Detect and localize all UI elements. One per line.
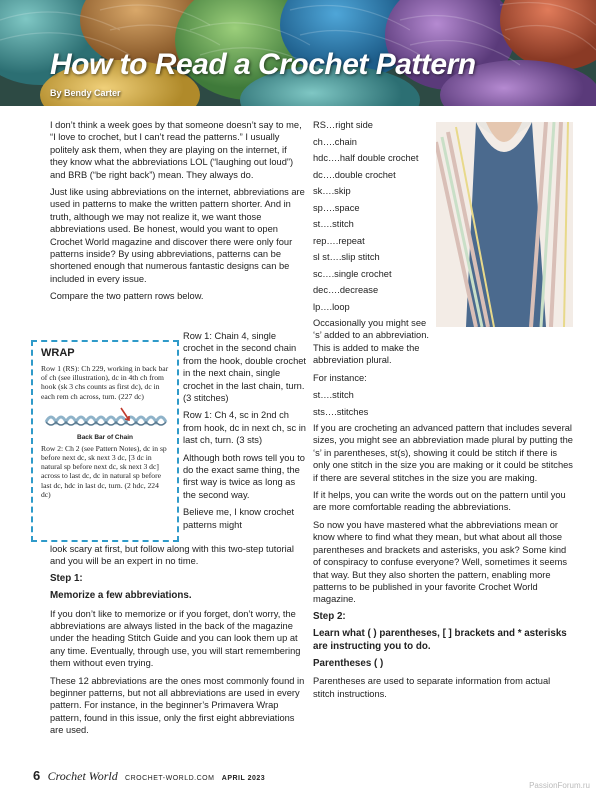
left-cont-paragraph: look scary at first, but follow along with this two-step tutorial and you will be an expert in no time.: [50, 544, 294, 567]
abbreviation-item: sl st….slip stitch: [313, 252, 380, 262]
middle-paragraph-1: Although both rows tell you to do the exact same thing, the first way is twice as long as the second way.: [183, 452, 305, 500]
abbreviation-item: lp….loop: [313, 301, 350, 312]
row1-longhand: Row 1: Chain 4, single crochet in the second chain from the hook, double crochet in the next chain, single crochet in the last chain, turn. (3 stitches): [183, 331, 306, 404]
for-instance: For instance:: [313, 372, 367, 383]
illustration-caption: Back Bar of Chain: [77, 433, 133, 441]
step1-heading: Step 1:: [50, 572, 83, 584]
right-paragraph-5: So now you have mastered what the abbreviations mean or know where to find what they mean, but what about all those parentheses and brackets and asterisks, you ask? Some kind of conspiracy to confuse everyone? Well, sometimes it seems that way. But they also shorten the pattern, enabling more patterns to be published in your favorite Crochet World magazine.: [313, 519, 568, 605]
intro-column: [50, 119, 305, 308]
abbreviation-item: dc….double crochet: [313, 169, 396, 180]
plural-paragraph: Occasionally you might see ‘s’ added to an abbreviation. This is added to make the abbreviation plural.: [313, 318, 429, 366]
abbreviation-item: ch….chain: [313, 136, 357, 147]
example-plural: sts….stitches: [313, 406, 369, 417]
abbreviation-item: st….stitch: [313, 219, 354, 229]
magazine-name: Crochet World: [47, 769, 118, 783]
website: CROCHET-WORLD.COM: [125, 775, 215, 782]
abbreviations-column: [313, 119, 573, 705]
step1-paragraph-2: These 12 abbreviations are the ones most commonly found in beginner patterns, but not all abbreviations are used in every pattern. For instance, in the beginner’s Primavera Wrap pattern, found in this issue, only the first eight abbreviations are used.: [50, 675, 305, 736]
intro-paragraph-3: Compare the two pattern rows below.: [50, 291, 204, 302]
intro-paragraph-2: Just like using abbreviations on the internet, abbreviations are used in patterns to make the written pattern shorter. And in truth, although we may not realize it, we want those abbreviations used. Be honest, would you want to open Crochet World magazine and discover there were only four patterns inside? By using abbreviations, patterns can be shortened enough that numerous fantastic designs can be included in every issue.: [50, 187, 305, 284]
intro-paragraph-1: I don’t think a week goes by that someone doesn’t say to me, “I love to crochet, but I can’t read the patterns.” I usually politely ask them, when they are playing on the internet, if they know what the abbreviations LOL (“laughing out loud”) and BRB (“be right back”) mean. They always do.: [50, 120, 302, 180]
abbreviation-item: sc….single crochet: [313, 268, 392, 279]
page-number: 6: [33, 768, 41, 783]
step2-heading: Step 2:: [313, 610, 346, 622]
middle-column: [183, 330, 307, 536]
step2-subheading: Learn what ( ) parentheses, [ ] brackets and * asterisks are instructing you to do.: [313, 628, 567, 652]
sidebar-title: WRAP: [41, 347, 75, 359]
page-title: How to Read a Crochet Pattern: [50, 48, 476, 81]
issue-date: APRIL 2023: [221, 775, 266, 782]
row1-abbreviated: Row 1: Ch 4, sc in 2nd ch from hook, dc in next ch, sc in last ch, turn. (3 sts): [183, 410, 306, 446]
step1-column: [50, 543, 305, 742]
watermark: PassionForum.ru: [529, 781, 590, 790]
back-bar-chain-illustration: [41, 404, 171, 432]
parentheses-paragraph: Parentheses are used to separate information from actual stitch instructions.: [313, 676, 551, 699]
abbreviation-item: sk….skip: [313, 186, 351, 196]
example-singular: st….stitch: [313, 390, 354, 401]
right-paragraph-3: If you are crocheting an advanced pattern that includes several sizes, you might see an abbreviation made plural by putting the ‘s’ in parentheses, st(s), showing it could be stitch if there is only one stitch in the size you are making or it could be stitches if there are several stitches in the size you are making.: [313, 423, 573, 483]
right-paragraph-4: If it helps, you can write the words out on the pattern until you are more comfortable reading the abbreviations.: [313, 490, 566, 513]
parentheses-heading: Parentheses ( ): [313, 657, 384, 669]
wrap-pattern-box: [31, 340, 179, 542]
abbreviation-item: rep….repeat: [313, 235, 365, 246]
header-banner: [0, 0, 596, 106]
page-footer: [33, 768, 265, 784]
step1-subheading: Memorize a few abbreviations.: [50, 590, 192, 602]
abbreviation-item: dec….decrease: [313, 285, 379, 295]
abbreviation-item: RS…right side: [313, 120, 373, 130]
abbreviation-item: sp….space: [313, 202, 360, 213]
byline: By Bendy Carter: [50, 88, 121, 98]
sidebar-row-2: Row 2: Ch 2 (see Pattern Notes), dc in sp before next dc, sk next 3 dc, [3 dc in natural sp before next dc, sk next 3 dc] across to last dc, dc in natural sp before last dc, hdc in last dc, turn. (2 hdc, 224 dc): [41, 443, 167, 499]
sidebar-row-1: Row 1 (RS): Ch 229, working in back bar of ch (see illustration), dc in 4th ch from hook (sk 3 chs counts as first dc), dc in each rem ch across, turn. (227 dc): [41, 364, 169, 401]
abbreviation-item: hdc….half double crochet: [313, 153, 419, 163]
middle-paragraph-2: Believe me, I know crochet patterns might: [183, 507, 295, 530]
step1-paragraph-1: If you don’t like to memorize or if you forget, don’t worry, the abbreviations are always listed in the back of the magazine under the heading Stitch Guide and you can look them up at any time. Eventually, through use, you will start remembering them without even trying.: [50, 608, 301, 669]
